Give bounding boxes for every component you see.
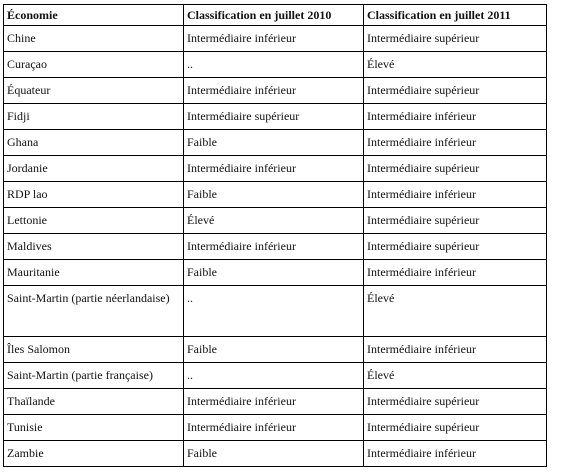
- economy-cell: Curaçao: [4, 52, 184, 78]
- classification-2011-cell: Intermédiaire supérieur: [364, 415, 547, 441]
- classification-2010-cell: Intermédiaire inférieur: [184, 234, 364, 260]
- economy-cell: Tunisie: [4, 415, 184, 441]
- table-row: [4, 286, 547, 337]
- table-row: [4, 234, 547, 260]
- classification-2010-cell: Faible: [184, 260, 364, 286]
- economy-cell: RDP lao: [4, 182, 184, 208]
- table-row: [4, 363, 547, 389]
- classification-2010-cell: Faible: [184, 441, 364, 467]
- table-row: [4, 260, 547, 286]
- classification-2011-cell: Élevé: [364, 286, 547, 337]
- classification-2011-cell: Intermédiaire supérieur: [364, 156, 547, 182]
- classification-2010-cell: Faible: [184, 130, 364, 156]
- table-row: [4, 208, 547, 234]
- economy-cell: Thaïlande: [4, 389, 184, 415]
- classification-2010-cell: Intermédiaire inférieur: [184, 26, 364, 52]
- table-row: [4, 156, 547, 182]
- header-economy: Économie: [4, 5, 184, 26]
- classification-2011-cell: Intermédiaire inférieur: [364, 441, 547, 467]
- classification-2010-cell: Intermédiaire inférieur: [184, 78, 364, 104]
- classification-2010-cell: ..: [184, 286, 364, 337]
- table-row: [4, 78, 547, 104]
- table-body: [4, 26, 547, 467]
- economy-cell: Saint-Martin (partie néerlandaise): [4, 286, 184, 337]
- economy-cell: Saint-Martin (partie française): [4, 363, 184, 389]
- classification-2011-cell: Intermédiaire supérieur: [364, 78, 547, 104]
- table-row: [4, 441, 547, 467]
- table-row: [4, 52, 547, 78]
- economy-cell: Fidji: [4, 104, 184, 130]
- header-row: [4, 5, 547, 26]
- classification-2010-cell: Intermédiaire inférieur: [184, 415, 364, 441]
- classification-2011-cell: Intermédiaire supérieur: [364, 26, 547, 52]
- table-row: [4, 182, 547, 208]
- classification-2011-cell: Intermédiaire inférieur: [364, 260, 547, 286]
- classification-2011-cell: Intermédiaire inférieur: [364, 337, 547, 363]
- economy-cell: Chine: [4, 26, 184, 52]
- economy-cell: Jordanie: [4, 156, 184, 182]
- table-row: [4, 130, 547, 156]
- classification-table: [3, 4, 547, 467]
- classification-2011-cell: Intermédiaire supérieur: [364, 389, 547, 415]
- classification-2010-cell: Élevé: [184, 208, 364, 234]
- classification-2011-cell: Intermédiaire supérieur: [364, 208, 547, 234]
- classification-2010-cell: ..: [184, 363, 364, 389]
- table-row: [4, 337, 547, 363]
- header-classification-2011: Classification en juillet 2011: [364, 5, 547, 26]
- table-row: [4, 104, 547, 130]
- economy-cell: Zambie: [4, 441, 184, 467]
- classification-2010-cell: Intermédiaire inférieur: [184, 156, 364, 182]
- classification-table-container: [3, 4, 547, 467]
- table-row: [4, 389, 547, 415]
- classification-2010-cell: Faible: [184, 182, 364, 208]
- classification-2010-cell: Intermédiaire supérieur: [184, 104, 364, 130]
- classification-2010-cell: Intermédiaire inférieur: [184, 389, 364, 415]
- economy-cell: Mauritanie: [4, 260, 184, 286]
- economy-cell: Îles Salomon: [4, 337, 184, 363]
- table-row: [4, 26, 547, 52]
- table-row: [4, 415, 547, 441]
- header-classification-2010: Classification en juillet 2010: [184, 5, 364, 26]
- classification-2010-cell: Faible: [184, 337, 364, 363]
- classification-2011-cell: Intermédiaire inférieur: [364, 130, 547, 156]
- economy-cell: Lettonie: [4, 208, 184, 234]
- classification-2011-cell: Intermédiaire inférieur: [364, 182, 547, 208]
- classification-2011-cell: Intermédiaire supérieur: [364, 234, 547, 260]
- classification-2011-cell: Élevé: [364, 52, 547, 78]
- classification-2011-cell: Intermédiaire inférieur: [364, 104, 547, 130]
- classification-2010-cell: ..: [184, 52, 364, 78]
- economy-cell: Ghana: [4, 130, 184, 156]
- classification-2011-cell: Élevé: [364, 363, 547, 389]
- economy-cell: Équateur: [4, 78, 184, 104]
- economy-cell: Maldives: [4, 234, 184, 260]
